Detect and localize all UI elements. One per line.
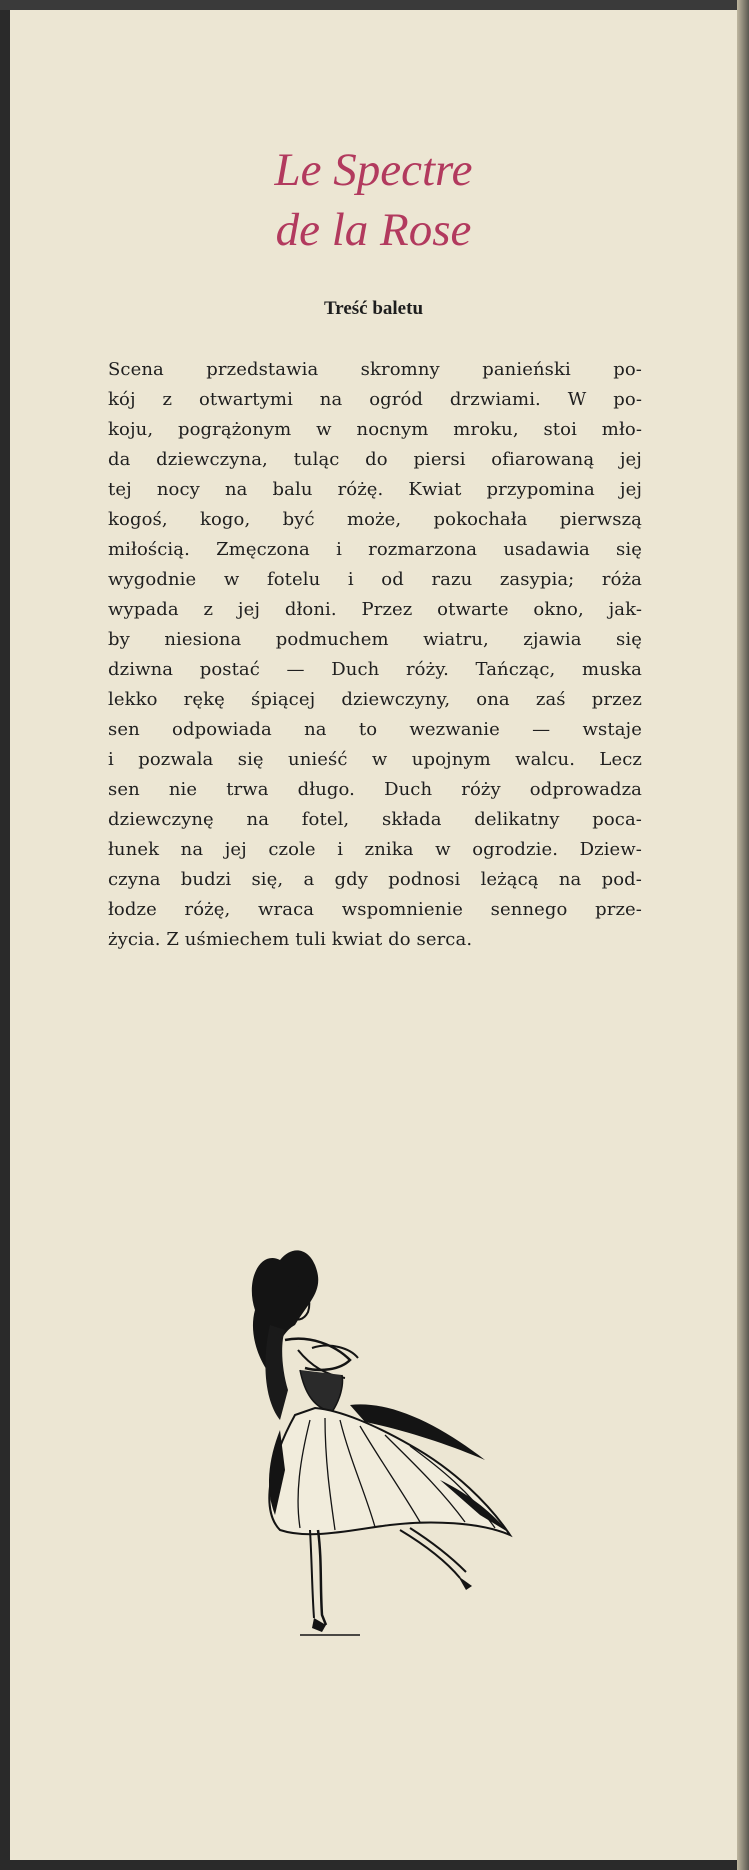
synopsis-line: Scena przedstawia skromny panieński po- <box>108 359 642 380</box>
synopsis-line: dziewczynę na fotel, składa delikatny poca- <box>108 809 642 830</box>
section-heading: Treść baletu <box>323 298 424 319</box>
synopsis-line: sen nie trwa długo. Duch róży odprowadza <box>108 779 642 800</box>
synopsis-line: i pozwala się unieść w upojnym walcu. Lecz <box>108 749 642 770</box>
title-line-1: Le Spectre <box>274 144 473 196</box>
ballet-synopsis <box>108 355 642 955</box>
scan-right-border <box>737 0 749 1870</box>
synopsis-line: kój z otwartymi na ogród drzwiami. W po- <box>108 389 642 410</box>
page-title <box>10 140 737 260</box>
synopsis-line: da dziewczyna, tuląc do piersi ofiarowaną jej <box>108 449 642 470</box>
synopsis-line: łodze różę, wraca wspomnienie sennego prze- <box>108 899 642 920</box>
synopsis-line: sen odpowiada na to wezwanie — wstaje <box>108 719 642 740</box>
program-page <box>10 10 737 1860</box>
synopsis-line: życia. Z uśmiechem tuli kwiat do serca. <box>108 929 473 950</box>
synopsis-line: kogoś, kogo, być może, pokochała pierwszą <box>108 509 642 530</box>
synopsis-line: wypada z jej dłoni. Przez otwarte okno, jak- <box>108 599 642 620</box>
synopsis-line: czyna budzi się, a gdy podnosi leżącą na pod- <box>108 869 642 890</box>
synopsis-line: łunek na jej czole i znika w ogrodzie. Dziew- <box>108 839 642 860</box>
title-line-2: de la Rose <box>275 204 472 256</box>
synopsis-line: miłością. Zmęczona i rozmarzona usadawia się <box>108 539 642 560</box>
synopsis-line: koju, pogrążonym w nocnym mroku, stoi mło- <box>108 419 642 440</box>
synopsis-line: lekko rękę śpiącej dziewczyny, ona zaś przez <box>108 689 642 710</box>
ballerina-sketch-icon <box>240 1230 540 1640</box>
synopsis-line: dziwna postać — Duch róży. Tańcząc, muska <box>108 659 642 680</box>
scan-top-border <box>0 0 749 10</box>
synopsis-line: by niesiona podmuchem wiatru, zjawia się <box>108 629 642 650</box>
synopsis-line: wygodnie w fotelu i od razu zasypia; róża <box>108 569 642 590</box>
synopsis-line: tej nocy na balu różę. Kwiat przypomina jej <box>108 479 642 500</box>
